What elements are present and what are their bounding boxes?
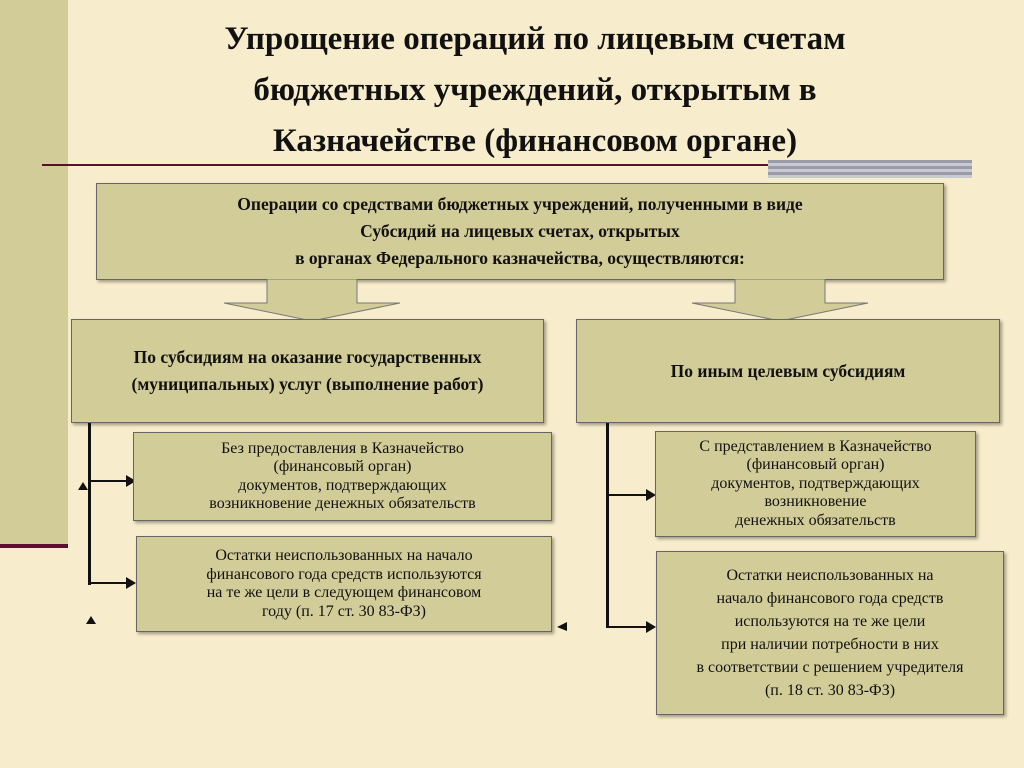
left-balances-box [136,536,552,632]
stray-marker-1-icon [78,482,88,492]
left-decor-line [0,544,68,548]
no-documents-text: Без предоставления в Казначейство (финансовый орган) документов, подтверждающих возникновение денежных обязательств [209,439,476,512]
left-connector-branch-1 [88,480,130,482]
left-connector-vertical [88,423,91,585]
other-target-subsidies-box [576,319,1000,423]
operations-summary-box [96,183,944,280]
stray-marker-4-icon [557,622,567,632]
state-services-subsidies-text: По субсидиям на оказание государственных (муниципальных) услуг (выполнение работ) [131,347,484,394]
left-connector-branch-2 [88,582,130,584]
title-divider-accent [768,160,972,178]
down-arrow-right-icon [690,279,870,323]
left-balances-text: Остатки неиспользованных на начало финансового года средств используются на те же цели в следующем финансовом году (п. 17 ст. 30 83-ФЗ) [206,547,482,620]
right-connector-branch-1 [606,494,650,496]
left-decor-band [0,0,68,545]
operations-summary-text: Операции со средствами бюджетных учреждений, полученными в виде Субсидий на лицевых счетах, открытых в органах Федерального казначейства, осуществляются: [237,194,803,268]
slide-title: Упрощение операций по лицевым счетам бюджетных учреждений, открытым в Казначействе (финансовом органе) [224,21,846,159]
right-balances-box [656,551,1004,715]
other-target-subsidies-text: По иным целевым субсидиям [670,360,906,381]
right-connector-branch-2 [606,626,650,628]
no-documents-box [133,432,552,521]
state-services-subsidies-box [71,319,544,423]
right-connector-vertical [606,423,609,628]
down-arrow-left-icon [222,279,402,323]
with-documents-box [655,431,976,537]
with-documents-text: С представлением в Казначейство (финансовый орган) документов, подтверждающих возникновение денежных обязательств [699,437,932,529]
right-balances-text: Остатки неиспользованных на начало финансового года средств используются на те же цели при наличии потребности в них в соответствии с решением учредителя (п. 18 ст. 30 83-ФЗ) [696,567,964,699]
stray-marker-2-icon [86,616,96,626]
